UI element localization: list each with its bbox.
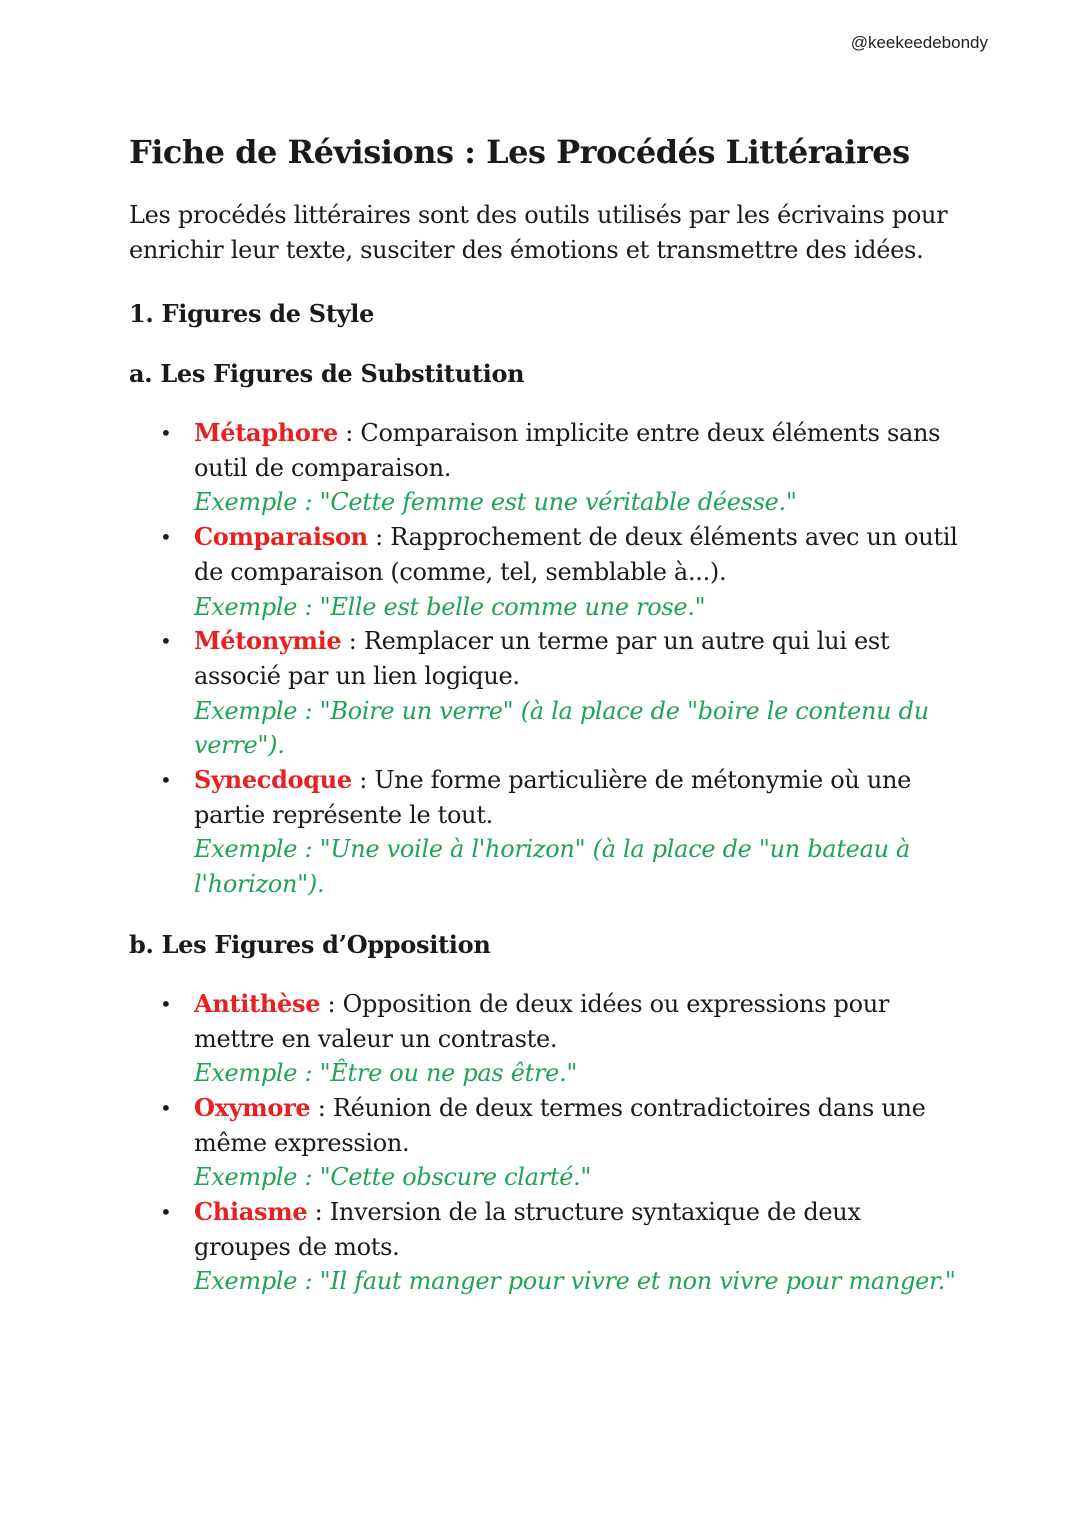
definition: : Opposition de deux idées ou expressions pour mettre en valeur un contraste.: [194, 989, 890, 1053]
opposition-list: [129, 987, 959, 1299]
bullet-icon: •: [160, 629, 172, 654]
term: Synecdoque: [194, 765, 352, 795]
bullet-icon: •: [160, 1095, 172, 1120]
definition: : Remplacer un terme par un autre qui lui est associé par un lien logique.: [194, 627, 890, 690]
example: Exemple : "Il faut manger pour vivre et non vivre pour manger.": [194, 1267, 956, 1296]
example: Exemple : "Boire un verre" (à la place de "boire le contenu du verre").: [194, 696, 929, 760]
example: Exemple : "Être ou ne pas être.": [194, 1059, 578, 1088]
section-heading-figures-de-style: 1. Figures de Style: [129, 299, 375, 328]
term: Métaphore: [194, 418, 338, 447]
definition: : Inversion de la structure syntaxique de deux groupes de mots.: [194, 1198, 861, 1261]
example: Exemple : "Cette femme est une véritable déesse.": [194, 488, 797, 517]
term: Métonymie: [194, 626, 342, 656]
list-item-oxymore: [160, 1091, 959, 1195]
subsection-heading-opposition: b. Les Figures d’Opposition: [129, 929, 491, 959]
example: Exemple : "Cette obscure clarté.": [194, 1163, 592, 1192]
revision-sheet: [129, 126, 959, 1299]
subsection-heading-substitution: a. Les Figures de Substitution: [129, 359, 525, 388]
bullet-icon: •: [160, 1200, 172, 1225]
term: Antithèse: [194, 988, 321, 1018]
list-item-metonymie: [160, 624, 959, 763]
example: Exemple : "Elle est belle comme une rose.": [194, 592, 706, 621]
intro-paragraph: Les procédés littéraires sont des outils utilisés par les écrivains pour enrichir leur texte, susciter des émotions et transmettre des idées.: [129, 201, 948, 264]
term: Chiasme: [194, 1197, 308, 1227]
term: Oxymore: [194, 1092, 311, 1122]
substitution-list: [129, 416, 959, 902]
definition: : Comparaison implicite entre deux éléments sans outil de comparaison.: [194, 419, 941, 482]
term: Comparaison: [194, 522, 368, 552]
page-title: Fiche de Révisions : Les Procédés Littéraires: [129, 133, 910, 171]
bullet-icon: •: [160, 421, 172, 445]
definition: : Rapprochement de deux éléments avec un outil de comparaison (comme, tel, semblable à...).: [194, 523, 958, 586]
list-item-metaphore: [160, 416, 959, 520]
author-handle: @keekeedebondy: [850, 33, 988, 52]
example: Exemple : "Une voile à l'horizon" (à la place de "un bateau à l'horizon").: [194, 835, 911, 899]
list-item-synecdoque: [160, 763, 959, 902]
list-item-comparaison: [160, 520, 959, 624]
definition: : Une forme particulière de métonymie où une partie représente le tout.: [194, 766, 912, 829]
bullet-icon: •: [160, 991, 172, 1016]
bullet-icon: •: [160, 525, 172, 550]
list-item-antithese: [160, 987, 959, 1091]
bullet-icon: •: [160, 768, 172, 793]
definition: : Réunion de deux termes contradictoires dans une même expression.: [194, 1093, 926, 1157]
list-item-chiasme: [160, 1195, 959, 1299]
